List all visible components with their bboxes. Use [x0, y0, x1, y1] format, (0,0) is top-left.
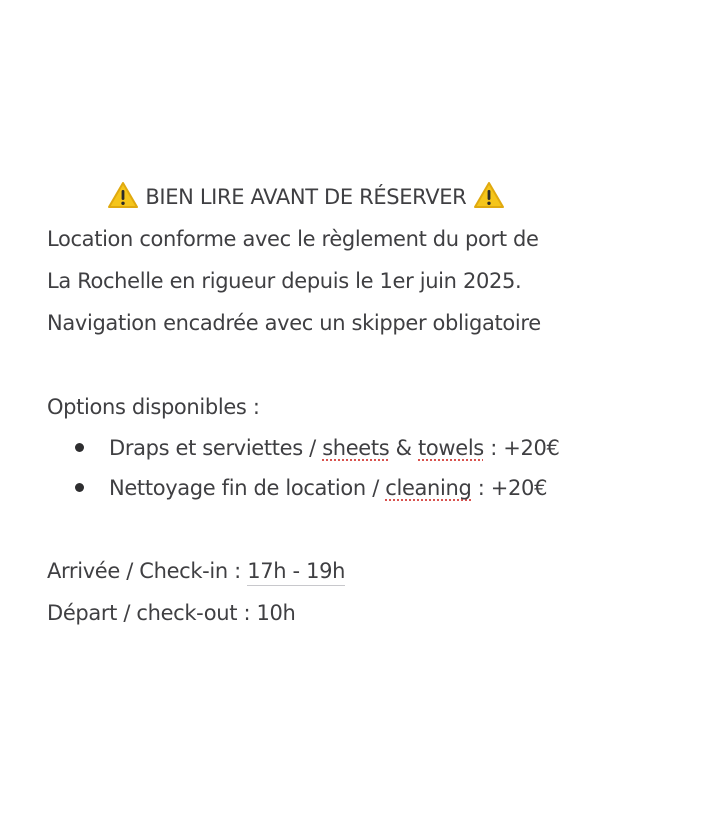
option-price: : +20€: [483, 436, 560, 460]
spellcheck-word[interactable]: sheets: [322, 436, 390, 460]
options-list: [47, 428, 697, 508]
warning-icon: [473, 181, 505, 209]
option-text: Draps et serviettes /: [109, 436, 323, 460]
arrival-line: [47, 550, 697, 592]
options-heading: Options disponibles :: [47, 395, 260, 419]
spellcheck-word[interactable]: cleaning: [385, 476, 472, 500]
option-item-linens: [47, 428, 697, 468]
blank-line: [47, 508, 697, 550]
option-text: Nettoyage fin de location /: [109, 476, 386, 500]
notice-line: Navigation encadrée avec un skipper obligatoire: [47, 311, 541, 335]
option-text: &: [389, 436, 419, 460]
notice-line: La Rochelle en rigueur depuis le 1er juin 2025.: [47, 269, 522, 293]
warning-icon: [107, 181, 139, 209]
bullet-icon: [75, 483, 84, 492]
blank-line: [47, 344, 697, 386]
notice-line: Location conforme avec le règlement du port de: [47, 227, 539, 251]
arrival-time-link[interactable]: 17h - 19h: [247, 559, 345, 586]
option-price: : +20€: [471, 476, 548, 500]
warning-title-line: [47, 176, 697, 218]
bullet-icon: [75, 443, 84, 452]
spellcheck-word[interactable]: towels: [418, 436, 484, 460]
option-item-cleaning: [47, 468, 697, 508]
warning-title: BIEN LIRE AVANT DE RÉSERVER: [145, 185, 467, 209]
arrival-label: Arrivée / Check-in :: [47, 559, 248, 583]
departure-line: Départ / check-out : 10h: [47, 601, 296, 625]
note-body[interactable]: [47, 176, 697, 634]
